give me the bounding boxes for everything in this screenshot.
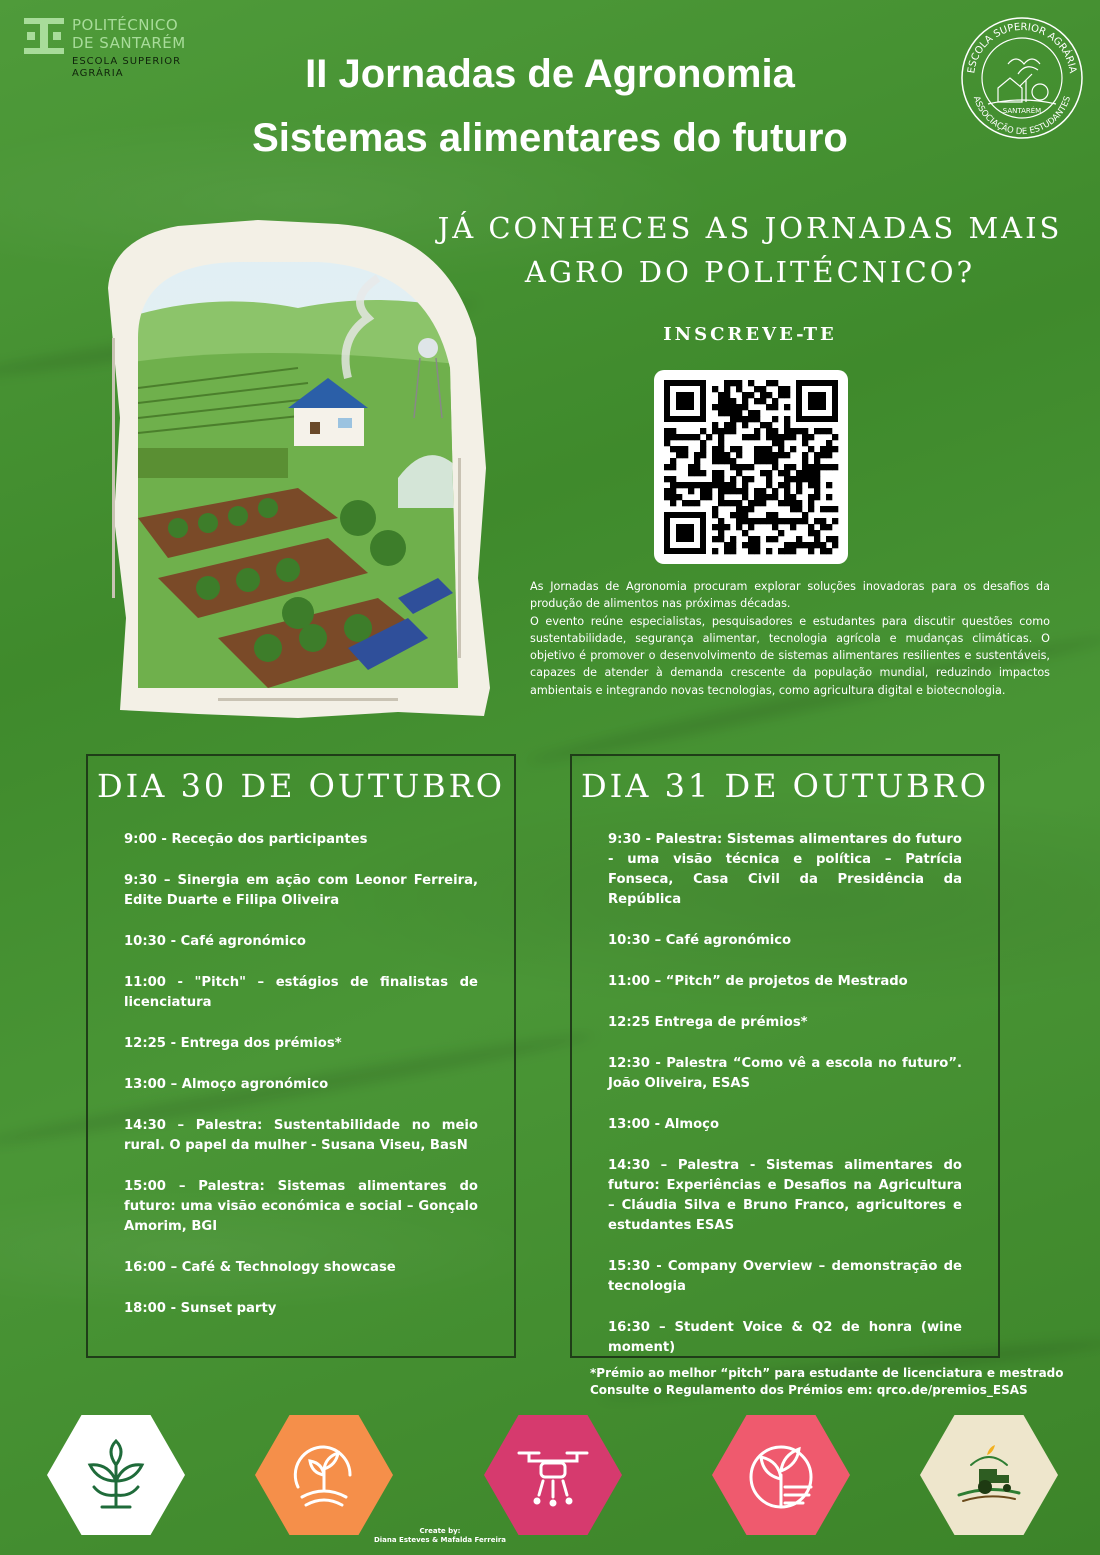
sprout-badge — [47, 1415, 185, 1535]
registration-qr-code[interactable] — [654, 370, 848, 564]
register-label: INSCREVE-TE — [663, 324, 837, 345]
credits — [0, 1527, 880, 1545]
school-logo-icon — [24, 18, 64, 54]
schedule-item: 9:30 - Palestra: Sistemas alimentares do futuro - uma visão técnica e política – Patrícia Fonseca, Casa Civil da Presidência da República — [608, 832, 962, 907]
day2-title: DIA 31 DE OUTUBRO — [580, 767, 989, 805]
event-description — [530, 578, 1050, 699]
credits-line: Create by: — [419, 1527, 461, 1535]
schedule-item: 16:00 – Café & Technology showcase — [124, 1260, 396, 1275]
leaf-field-icon — [741, 1435, 821, 1515]
plant-circle-icon — [284, 1435, 364, 1515]
seal-middle-text: SANTARÉM — [1002, 107, 1042, 115]
day2-schedule — [570, 754, 1000, 1358]
school-name-line: ESCOLA SUPERIOR — [72, 56, 182, 67]
footnote-line: Consulte o Regulamento dos Prémios em: qrco.de/premios_ESAS — [590, 1383, 1028, 1397]
school-name-line: DE SANTARÉM — [72, 34, 186, 52]
day1-title: DIA 30 DE OUTUBRO — [96, 767, 505, 805]
drone-icon — [513, 1435, 593, 1515]
schedule-item: 13:00 - Almoço — [608, 1117, 720, 1132]
farm-illustration — [98, 218, 490, 718]
description-paragraph: As Jornadas de Agronomia procuram explorar soluções inovadoras para os desafios da produção de alimentos nas próximas décadas. — [530, 580, 1050, 611]
schedule-item: 12:30 - Palestra “Como vê a escola no futuro”. João Oliveira, ESAS — [608, 1056, 962, 1091]
seal-bottom-text: ASSOCIAÇÃO DE ESTUDANTES — [970, 95, 1074, 138]
drone-badge — [484, 1415, 622, 1535]
schedule-item: 14:30 – Palestra - Sistemas alimentares do futuro: Experiências e Desafios na Agricultura – Cláudia Silva e Bruno Franco, agricultores e estudantes ESAS — [608, 1158, 962, 1233]
tractor-badge — [920, 1415, 1058, 1535]
tractor-icon — [949, 1435, 1029, 1515]
sprout-icon — [76, 1435, 156, 1515]
schedule-item: 15:30 - Company Overview – demonstração de tecnologia — [608, 1259, 962, 1294]
event-title: II Jornadas de Agronomia — [305, 52, 795, 96]
schedule-item: 14:30 – Palestra: Sustentabilidade no meio rural. O papel da mulher - Susana Viseu, BasN — [124, 1118, 478, 1153]
schedule-item: 11:00 - "Pitch" – estágios de finalistas de licenciatura — [124, 975, 478, 1010]
seal-farm-icon — [988, 59, 1056, 104]
schedule-item: 12:25 - Entrega dos prémios* — [124, 1036, 342, 1051]
schedule-item: 13:00 – Almoço agronómico — [124, 1077, 329, 1092]
schedule-item: 15:00 – Palestra: Sistemas alimentares do futuro: uma visão económica e social – Gonçalo Amorim, BGI — [124, 1179, 478, 1234]
schedule-item: 11:00 – “Pitch” de projetos de Mestrado — [608, 974, 908, 989]
school-name-line: AGRÁRIA — [72, 68, 124, 79]
event-subtitle: Sistemas alimentares do futuro — [252, 116, 848, 160]
schedule-item: 12:25 Entrega de prémios* — [608, 1015, 808, 1030]
schedule-item: 10:30 - Café agronómico — [124, 934, 306, 949]
credits-line: Diana Esteves & Mafalda Ferreira — [373, 1536, 507, 1544]
leaf-field-badge — [712, 1415, 850, 1535]
intro-headline: JÁ CONHECES AS JORNADAS MAIS — [437, 211, 1063, 245]
schedule-item: 18:00 - Sunset party — [124, 1301, 277, 1316]
description-paragraph: O evento reúne especialistas, pesquisadores e estudantes para discutir questões como sustentabilidade, segurança alimentar, tecnologia agrícola e mudanças climáticas. O objetivo é promover o desenvolvimento de sistemas alimentares resilientes e sustentáveis, capazes de atender à demanda crescente da população mundial, reduzindo impactos ambientais e integrando novas tecnologias, como agricultura digital e biotecnologia. — [530, 614, 1050, 697]
plant-circle-badge — [255, 1415, 393, 1535]
prize-footnote — [590, 1365, 1064, 1399]
footnote-line: *Prémio ao melhor “pitch” para estudante de licenciatura e mestrado — [590, 1366, 1064, 1380]
schedule-item: 9:30 – Sinergia em ação com Leonor Ferreira, Edite Duarte e Filipa Oliveira — [124, 873, 478, 908]
svg-text:ESCOLA SUPERIOR AGRÁRIA — [966, 22, 1078, 74]
schedule-item: 10:30 – Café agronómico — [608, 933, 792, 948]
school-name-line: POLITÉCNICO — [72, 16, 179, 34]
day1-schedule — [86, 754, 516, 1358]
intro-headline: AGRO DO POLITÉCNICO? — [524, 255, 976, 289]
seal-top-text: ESCOLA SUPERIOR AGRÁRIA — [966, 21, 1078, 75]
qr-code-icon — [654, 370, 848, 564]
schedule-item: 16:30 – Student Voice & Q2 de honra (wine moment) — [608, 1320, 962, 1355]
student-association-seal — [958, 14, 1086, 142]
schedule-item: 9:00 - Receção dos participantes — [124, 832, 368, 847]
